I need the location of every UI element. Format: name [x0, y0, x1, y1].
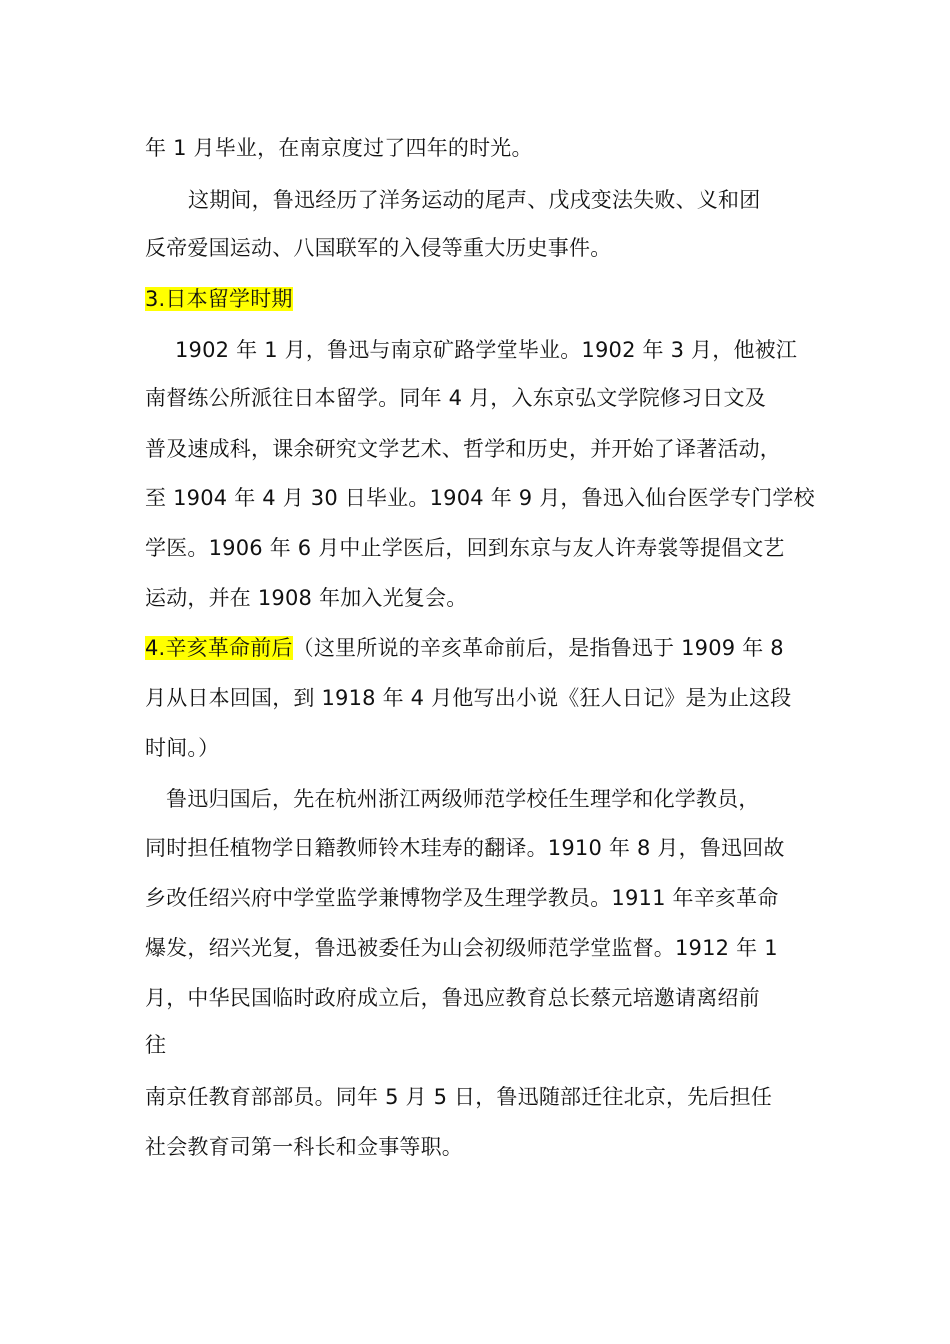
section-heading-xinhai-revolution	[145, 633, 784, 663]
paragraph-line: 鲁迅归国后，先在杭州浙江两级师范学校任生理学和化学教员，	[166, 787, 760, 811]
paragraph-line: 这期间，鲁迅经历了洋务运动的尾声、戊戌变法失败、义和团	[188, 188, 761, 212]
paragraph-line: 年 1 月毕业，在南京度过了四年的时光。	[145, 136, 533, 160]
paragraph-line: 至 1904 年 4 月 30 日毕业。1904 年 9 月，鲁迅入仙台医学专门学校	[145, 486, 815, 510]
paragraph-line: 社会教育司第一科长和佥事等职。	[145, 1135, 463, 1159]
paragraph-line: 南督练公所派往日本留学。同年 4 月，入东京弘文学院修习日文及	[145, 386, 766, 410]
section-heading-japan-study	[145, 284, 293, 314]
highlighted-heading: 4.辛亥革命前后	[145, 636, 293, 660]
paragraph-line: 运动，并在 1908 年加入光复会。	[145, 586, 468, 610]
paragraph-line: 学医。1906 年 6 月中止学医后，回到东京与友人许寿裳等提倡文艺	[145, 536, 785, 560]
paragraph-line: 1902 年 1 月，鲁迅与南京矿路学堂毕业。1902 年 3 月，他被江	[175, 338, 798, 362]
paragraph-line: 月，中华民国临时政府成立后，鲁迅应教育总长蔡元培邀请离绍前	[145, 986, 760, 1010]
heading-note: （这里所说的辛亥革命前后，是指鲁迅于 1909 年 8	[292, 636, 784, 660]
paragraph-line: 往	[145, 1033, 167, 1057]
paragraph-line: 反帝爱国运动、八国联军的入侵等重大历史事件。	[145, 236, 612, 260]
paragraph-line: 同时担任植物学日籍教师铃木珪寿的翻译。1910 年 8 月，鲁迅回故	[145, 836, 785, 860]
paragraph-line: 南京任教育部部员。同年 5 月 5 日，鲁迅随部迁往北京，先后担任	[145, 1085, 773, 1109]
paragraph-line: 乡改任绍兴府中学堂监学兼博物学及生理学教员。1911 年辛亥革命	[145, 886, 779, 910]
paragraph-line: 普及速成科，课余研究文学艺术、哲学和历史，并开始了译著活动，	[145, 437, 781, 461]
paragraph-line: 爆发，绍兴光复，鲁迅被委任为山会初级师范学堂监督。1912 年 1	[145, 936, 778, 960]
highlighted-heading: 3.日本留学时期	[145, 287, 293, 311]
paragraph-line: 月从日本回国，到 1918 年 4 月他写出小说《狂人日记》是为止这段	[145, 686, 792, 710]
paragraph-line: 时间。）	[145, 736, 220, 760]
